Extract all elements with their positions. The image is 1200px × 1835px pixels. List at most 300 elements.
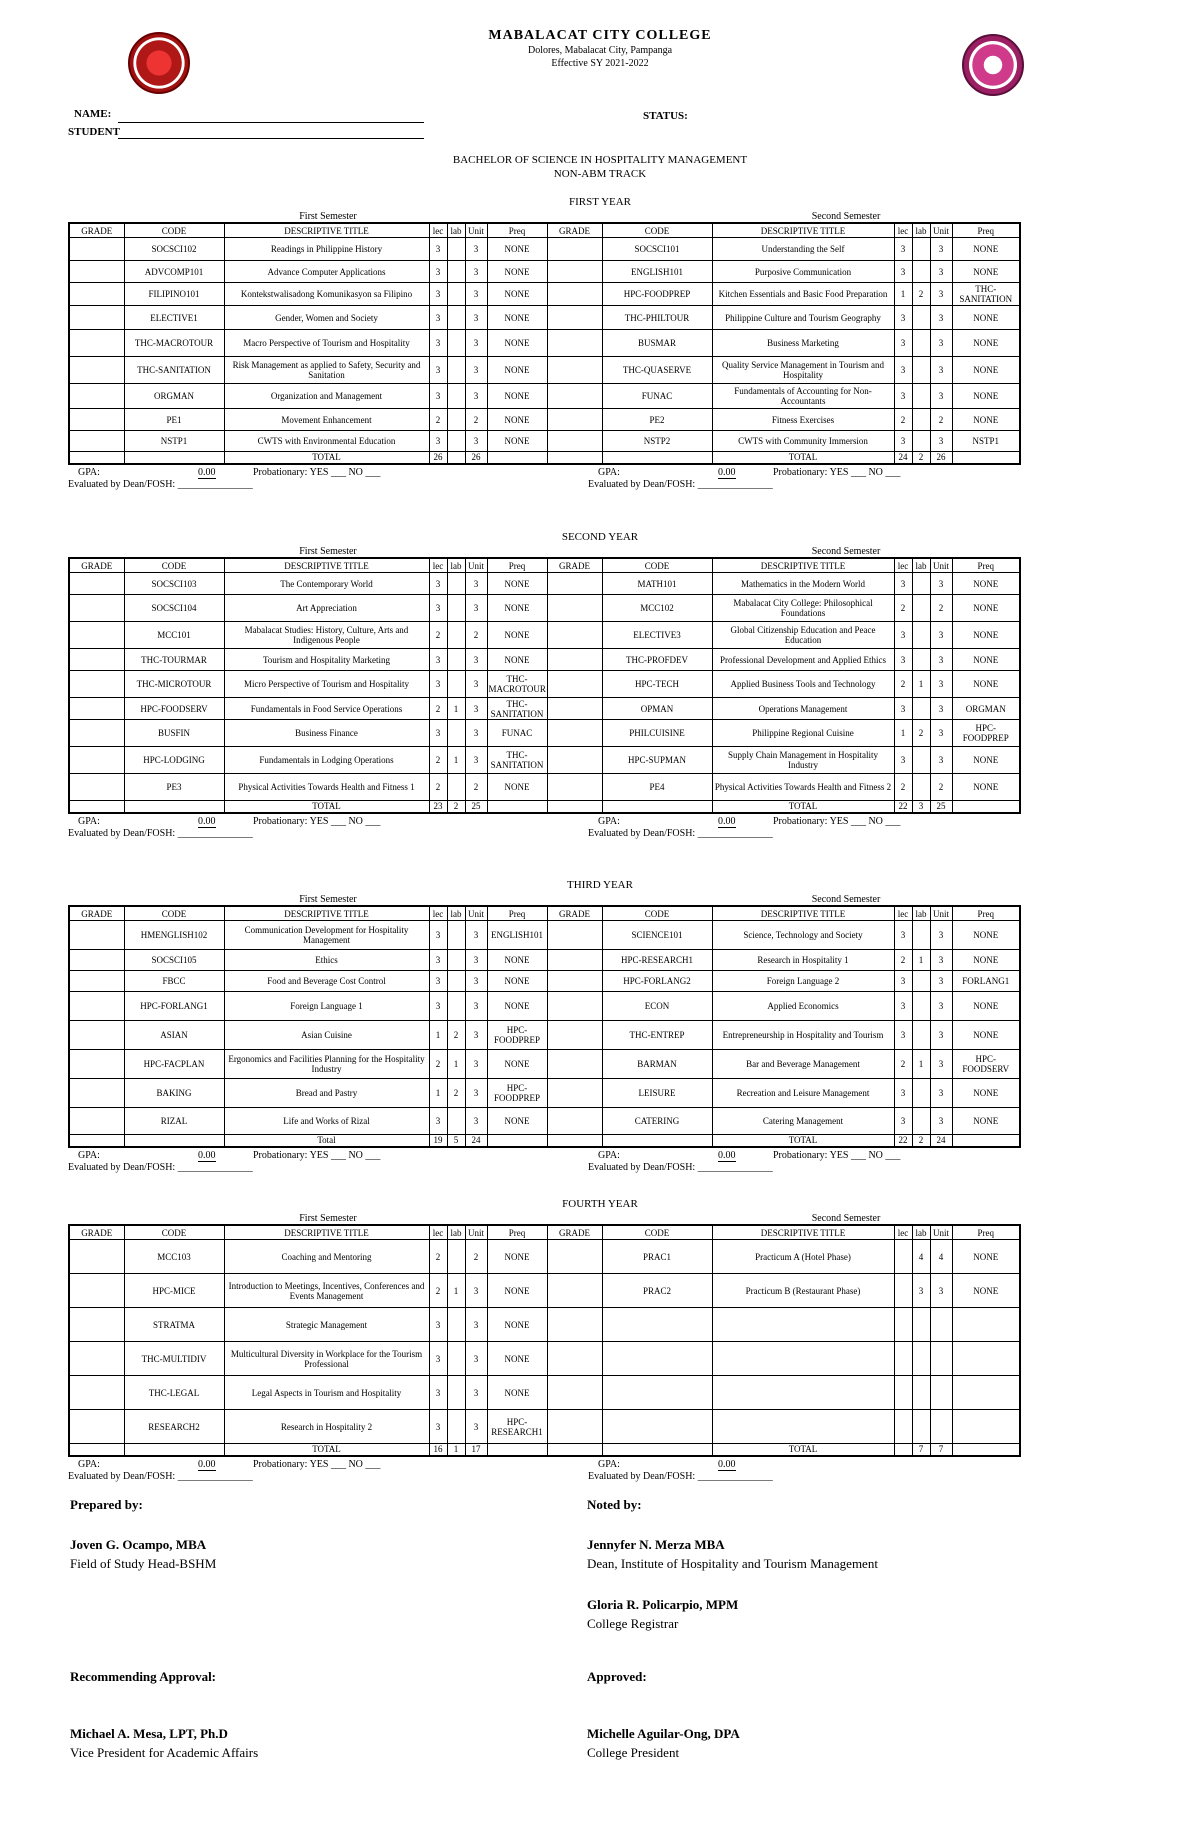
lec-units: 2 (429, 622, 447, 649)
first-semester-label: First Semester (299, 211, 357, 222)
grade-cell[interactable] (547, 1108, 602, 1135)
course-title: Gender, Women and Society (224, 306, 429, 330)
total-units: 2 (930, 409, 952, 431)
grade-cell[interactable] (69, 698, 124, 720)
course-code: THC-MACROTOUR (124, 330, 224, 357)
name-label: NAME: (74, 108, 112, 120)
grade-cell[interactable] (547, 921, 602, 950)
prerequisite: NONE (952, 747, 1020, 774)
gpa-label: GPA: (78, 816, 100, 827)
lec-units: 2 (429, 774, 447, 801)
lab-units (447, 1342, 465, 1376)
grade-cell[interactable] (547, 1050, 602, 1079)
column-header: lec (429, 223, 447, 238)
lab-units (447, 431, 465, 452)
total-lab: 2 (912, 1135, 930, 1147)
lec-units: 2 (894, 409, 912, 431)
column-header: DESCRIPTIVE TITLE (224, 558, 429, 573)
prerequisite: NONE (487, 261, 547, 283)
column-header: Preq (487, 223, 547, 238)
total-units: 3 (465, 921, 487, 950)
recommending-label: Recommending Approval: (70, 1669, 217, 1684)
course-row (69, 384, 1020, 409)
gpa-label: GPA: (598, 816, 620, 827)
total-units: 3 (930, 921, 952, 950)
course-title: CWTS with Community Immersion (712, 431, 894, 452)
prerequisite: NONE (952, 595, 1020, 622)
lab-units (912, 357, 930, 384)
grade-cell[interactable] (547, 720, 602, 747)
total-units: 7 (930, 1444, 952, 1456)
course-title: Introduction to Meetings, Incentives, Conferences and Events Management (224, 1274, 429, 1308)
grade-cell[interactable] (69, 1274, 124, 1308)
grade-cell[interactable] (547, 1376, 602, 1410)
grade-cell[interactable] (547, 573, 602, 595)
course-row (69, 330, 1020, 357)
lec-units: 2 (429, 1050, 447, 1079)
total-units: 3 (930, 1021, 952, 1050)
lec-units: 3 (894, 649, 912, 671)
course-title: Life and Works of Rizal (224, 1108, 429, 1135)
grade-cell[interactable] (547, 283, 602, 306)
lab-units (447, 720, 465, 747)
grade-cell[interactable] (69, 950, 124, 971)
grade-cell[interactable] (547, 971, 602, 992)
prerequisite: NSTP1 (952, 431, 1020, 452)
grade-cell[interactable] (547, 747, 602, 774)
total-units: 26 (930, 452, 952, 464)
course-row (69, 1240, 1020, 1274)
lec-units: 3 (429, 238, 447, 261)
grade-cell[interactable] (69, 261, 124, 283)
grade-cell[interactable] (547, 950, 602, 971)
grade-cell[interactable] (69, 622, 124, 649)
grade-cell[interactable] (69, 384, 124, 409)
prerequisite: NONE (487, 238, 547, 261)
grade-cell[interactable] (69, 238, 124, 261)
course-row (69, 431, 1020, 452)
total-label: TOTAL (712, 1444, 894, 1456)
course-code: ECON (602, 992, 712, 1021)
course-row (69, 1050, 1020, 1079)
second-semester-label: Second Semester (811, 546, 881, 557)
prerequisite: NONE (487, 595, 547, 622)
course-code: THC-PHILTOUR (602, 306, 712, 330)
prerequisite: NONE (487, 1274, 547, 1308)
prerequisite: NONE (952, 573, 1020, 595)
lab-units (912, 573, 930, 595)
grade-cell[interactable] (69, 357, 124, 384)
grade-cell[interactable] (547, 595, 602, 622)
probationary-line: Probationary: YES ___ NO ___ (253, 467, 381, 478)
gpa-label: GPA: (598, 1150, 620, 1161)
total-units: 25 (930, 801, 952, 813)
lab-units (912, 409, 930, 431)
lab-units (912, 774, 930, 801)
grade-cell[interactable] (547, 698, 602, 720)
lec-units: 3 (894, 238, 912, 261)
lab-units (912, 649, 930, 671)
lec-units: 3 (429, 1308, 447, 1342)
grade-cell[interactable] (69, 1079, 124, 1108)
grade-cell[interactable] (547, 261, 602, 283)
grade-cell[interactable] (69, 1308, 124, 1342)
total-units: 3 (465, 671, 487, 698)
column-header: DESCRIPTIVE TITLE (712, 906, 894, 921)
header-row (69, 558, 1020, 573)
column-header: Unit (930, 906, 952, 921)
gpa-label: GPA: (78, 1150, 100, 1161)
column-header: Preq (952, 223, 1020, 238)
lab-units: 3 (912, 1274, 930, 1308)
total-units: 3 (465, 261, 487, 283)
empty-cell (487, 1135, 547, 1147)
grade-cell[interactable] (547, 1021, 602, 1050)
prerequisite: NONE (952, 950, 1020, 971)
total-units: 3 (465, 720, 487, 747)
column-header: DESCRIPTIVE TITLE (712, 223, 894, 238)
curriculum-table (68, 905, 1021, 1148)
lec-units: 3 (894, 431, 912, 452)
course-code: THC-MULTIDIV (124, 1342, 224, 1376)
grade-cell[interactable] (69, 1108, 124, 1135)
grade-cell[interactable] (69, 1240, 124, 1274)
course-code: FBCC (124, 971, 224, 992)
course-row (69, 1108, 1020, 1135)
empty-cell (602, 1444, 712, 1456)
course-title: Recreation and Leisure Management (712, 1079, 894, 1108)
lec-units: 2 (429, 698, 447, 720)
course-code: ASIAN (124, 1021, 224, 1050)
prepared-label: Prepared by: (70, 1497, 143, 1512)
lec-units: 2 (894, 595, 912, 622)
prerequisite: NONE (487, 1240, 547, 1274)
grade-cell[interactable] (69, 921, 124, 950)
course-title: Asian Cuisine (224, 1021, 429, 1050)
lec-units (894, 1410, 912, 1444)
empty-cell (487, 452, 547, 464)
course-code: PRAC2 (602, 1274, 712, 1308)
course-code: MATH101 (602, 573, 712, 595)
grade-cell[interactable] (547, 622, 602, 649)
grade-cell[interactable] (547, 330, 602, 357)
prerequisite: NONE (952, 261, 1020, 283)
total-units: 3 (930, 1050, 952, 1079)
grade-cell[interactable] (69, 283, 124, 306)
total-units: 3 (930, 384, 952, 409)
grade-cell[interactable] (547, 1240, 602, 1274)
column-header: lab (912, 223, 930, 238)
grade-cell[interactable] (547, 238, 602, 261)
lab-units (912, 1108, 930, 1135)
grade-cell[interactable] (547, 774, 602, 801)
lab-units (912, 1410, 930, 1444)
prerequisite: NONE (952, 622, 1020, 649)
empty-cell (69, 1444, 124, 1456)
course-title: Kontekstwalisadong Komunikasyon sa Filipino (224, 283, 429, 306)
course-title: Entrepreneurship in Hospitality and Tourism (712, 1021, 894, 1050)
course-code: HPC-FACPLAN (124, 1050, 224, 1079)
total-units: 3 (930, 747, 952, 774)
grade-cell[interactable] (69, 409, 124, 431)
grade-cell[interactable] (547, 671, 602, 698)
course-title: Kitchen Essentials and Basic Food Preparation (712, 283, 894, 306)
gpa-label: GPA: (78, 467, 100, 478)
grade-cell[interactable] (69, 306, 124, 330)
grade-cell[interactable] (547, 1342, 602, 1376)
course-code: HPC-SUPMAN (602, 747, 712, 774)
course-title: Research in Hospitality 2 (224, 1410, 429, 1444)
evaluated-by-line: Evaluated by Dean/FOSH: _______________ (588, 1162, 773, 1173)
column-header: Preq (952, 1225, 1020, 1240)
curriculum-table (68, 557, 1021, 814)
grade-cell[interactable] (69, 671, 124, 698)
grade-cell[interactable] (547, 649, 602, 671)
lec-units: 2 (894, 950, 912, 971)
grade-cell[interactable] (547, 306, 602, 330)
lec-units: 3 (894, 698, 912, 720)
course-code: SOCSCI105 (124, 950, 224, 971)
college-address: Dolores, Mabalacat City, Pampanga (527, 45, 673, 56)
course-code: THC-MICROTOUR (124, 671, 224, 698)
total-units: 3 (465, 1108, 487, 1135)
lec-units: 3 (894, 1079, 912, 1108)
prerequisite: NONE (487, 950, 547, 971)
course-row (69, 992, 1020, 1021)
name-field[interactable] (118, 122, 424, 123)
prerequisite: THC-SANITATION (487, 698, 547, 720)
total-lec: 16 (429, 1444, 447, 1456)
total-lab: 3 (912, 801, 930, 813)
grade-cell[interactable] (69, 330, 124, 357)
lec-units: 2 (894, 671, 912, 698)
course-code: RESEARCH2 (124, 1410, 224, 1444)
grade-cell[interactable] (547, 992, 602, 1021)
grade-cell[interactable] (69, 1021, 124, 1050)
column-header: GRADE (69, 558, 124, 573)
lec-units: 3 (429, 306, 447, 330)
lab-units (912, 698, 930, 720)
prerequisite: NONE (952, 1274, 1020, 1308)
grade-cell[interactable] (69, 649, 124, 671)
total-units: 3 (930, 950, 952, 971)
course-code: THC-QUASERVE (602, 357, 712, 384)
prerequisite: HPC-FOODPREP (487, 1079, 547, 1108)
grade-cell[interactable] (69, 1376, 124, 1410)
course-title: Mathematics in the Modern World (712, 573, 894, 595)
course-code: HPC-FORLANG2 (602, 971, 712, 992)
total-lab: 2 (447, 801, 465, 813)
total-units: 3 (930, 1079, 952, 1108)
grade-cell[interactable] (69, 431, 124, 452)
year-title: SECOND YEAR (561, 531, 639, 543)
effective-sy: Effective SY 2021-2022 (551, 58, 649, 69)
lab-units (447, 671, 465, 698)
column-header: lec (894, 1225, 912, 1240)
gpa-value: 0.00 (718, 816, 736, 827)
grade-cell[interactable] (69, 1050, 124, 1079)
evaluated-by-line: Evaluated by Dean/FOSH: _______________ (588, 1471, 773, 1482)
grade-cell[interactable] (69, 992, 124, 1021)
total-units: 3 (465, 992, 487, 1021)
course-code: OPMAN (602, 698, 712, 720)
prerequisite: NONE (487, 1108, 547, 1135)
year-title: FOURTH YEAR (562, 1198, 638, 1210)
grade-cell[interactable] (547, 357, 602, 384)
total-units: 2 (465, 409, 487, 431)
course-code: SOCSCI102 (124, 238, 224, 261)
lab-units (447, 1108, 465, 1135)
prerequisite: ENGLISH101 (487, 921, 547, 950)
total-units (930, 1376, 952, 1410)
noted-label: Noted by: (587, 1497, 642, 1512)
student-field[interactable] (118, 138, 424, 139)
course-code: HMENGLISH102 (124, 921, 224, 950)
grade-cell[interactable] (69, 774, 124, 801)
total-lec: 23 (429, 801, 447, 813)
recommending-name: Michael A. Mesa, LPT, Ph.D (70, 1726, 228, 1741)
empty-cell (602, 1135, 712, 1147)
course-row (69, 1410, 1020, 1444)
grade-cell[interactable] (69, 720, 124, 747)
grade-cell[interactable] (69, 573, 124, 595)
column-header: GRADE (69, 223, 124, 238)
column-header: lec (429, 906, 447, 921)
total-lab: 1 (447, 1444, 465, 1456)
course-title: Ergonomics and Facilities Planning for the Hospitality Industry (224, 1050, 429, 1079)
total-units: 3 (930, 431, 952, 452)
total-units: 2 (465, 1240, 487, 1274)
course-row (69, 283, 1020, 306)
lab-units (447, 573, 465, 595)
lec-units: 3 (894, 1021, 912, 1050)
grade-cell[interactable] (547, 1274, 602, 1308)
grade-cell[interactable] (69, 1342, 124, 1376)
course-title: Foreign Language 2 (712, 971, 894, 992)
empty-cell (487, 801, 547, 813)
grade-cell[interactable] (547, 1410, 602, 1444)
course-row (69, 1021, 1020, 1050)
empty-cell (487, 1444, 547, 1456)
lab-units (447, 1240, 465, 1274)
empty-cell (124, 1444, 224, 1456)
column-header: DESCRIPTIVE TITLE (224, 1225, 429, 1240)
course-title: Mabalacat City College: Philosophical Foundations (712, 595, 894, 622)
total-units: 3 (465, 1274, 487, 1308)
header-row (69, 906, 1020, 921)
course-row (69, 595, 1020, 622)
course-code: SOCSCI103 (124, 573, 224, 595)
column-header: Preq (487, 906, 547, 921)
course-code: FILIPINO101 (124, 283, 224, 306)
total-lab: 5 (447, 1135, 465, 1147)
total-units: 3 (465, 1342, 487, 1376)
course-title: Ethics (224, 950, 429, 971)
total-units: 3 (465, 1050, 487, 1079)
lec-units: 1 (429, 1079, 447, 1108)
total-lec: 22 (894, 801, 912, 813)
lab-units (912, 622, 930, 649)
empty-cell (602, 801, 712, 813)
lab-units: 1 (447, 1274, 465, 1308)
lec-units: 3 (429, 671, 447, 698)
course-row (69, 409, 1020, 431)
lab-units (912, 1308, 930, 1342)
prerequisite (952, 1376, 1020, 1410)
course-code: SCIENCE101 (602, 921, 712, 950)
course-code: PE1 (124, 409, 224, 431)
total-row (69, 1444, 1020, 1456)
lec-units: 3 (429, 1410, 447, 1444)
prerequisite: NONE (487, 971, 547, 992)
gpa-label: GPA: (78, 1459, 100, 1470)
prerequisite: NONE (487, 622, 547, 649)
course-code (602, 1410, 712, 1444)
empty-cell (547, 801, 602, 813)
gpa-value: 0.00 (718, 1150, 736, 1161)
grade-cell[interactable] (69, 747, 124, 774)
total-label: TOTAL (224, 452, 429, 464)
course-title: Macro Perspective of Tourism and Hospitality (224, 330, 429, 357)
total-lec (894, 1444, 912, 1456)
grade-cell[interactable] (547, 1308, 602, 1342)
grade-cell[interactable] (547, 431, 602, 452)
total-units: 2 (465, 774, 487, 801)
lec-units (894, 1274, 912, 1308)
evaluated-by-line: Evaluated by Dean/FOSH: _______________ (68, 1162, 253, 1173)
first-semester-label: First Semester (299, 1213, 357, 1224)
course-code: NSTP2 (602, 431, 712, 452)
lab-units (912, 384, 930, 409)
lec-units: 3 (429, 330, 447, 357)
lab-units (447, 921, 465, 950)
grade-cell[interactable] (547, 384, 602, 409)
column-header: CODE (602, 1225, 712, 1240)
course-title: The Contemporary World (224, 573, 429, 595)
empty-cell (547, 1444, 602, 1456)
course-code: THC-PROFDEV (602, 649, 712, 671)
prerequisite: NONE (487, 1050, 547, 1079)
course-code: FUNAC (602, 384, 712, 409)
column-header: lab (447, 223, 465, 238)
course-code: ORGMAN (124, 384, 224, 409)
empty-cell (952, 1444, 1020, 1456)
total-units: 3 (930, 238, 952, 261)
course-code: ELECTIVE1 (124, 306, 224, 330)
grade-cell[interactable] (69, 1410, 124, 1444)
total-units: 24 (465, 1135, 487, 1147)
prerequisite: NONE (487, 992, 547, 1021)
lab-units (447, 1376, 465, 1410)
column-header: Unit (465, 558, 487, 573)
grade-cell[interactable] (69, 595, 124, 622)
grade-cell[interactable] (547, 409, 602, 431)
grade-cell[interactable] (69, 971, 124, 992)
course-title (712, 1410, 894, 1444)
course-title: Fundamentals of Accounting for Non-Accountants (712, 384, 894, 409)
second-semester-label: Second Semester (811, 211, 881, 222)
course-code: SOCSCI104 (124, 595, 224, 622)
total-units: 3 (465, 1308, 487, 1342)
prerequisite: NONE (952, 357, 1020, 384)
gpa-value: 0.00 (198, 1459, 216, 1470)
grade-cell[interactable] (547, 1079, 602, 1108)
total-lab: 2 (912, 452, 930, 464)
lec-units (894, 1240, 912, 1274)
prerequisite: NONE (487, 774, 547, 801)
course-title: Coaching and Mentoring (224, 1240, 429, 1274)
course-code: ELECTIVE3 (602, 622, 712, 649)
